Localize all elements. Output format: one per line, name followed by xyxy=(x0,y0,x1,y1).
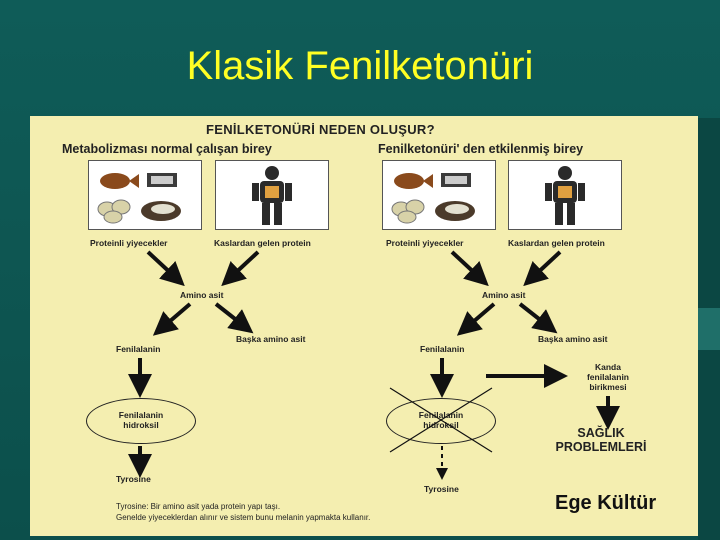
left-tyrosine: Tyrosine xyxy=(116,474,151,484)
diagram-heading: FENİLKETONÜRİ NEDEN OLUŞUR? xyxy=(206,122,435,137)
right-hydroxylase-line-2: hidroksil xyxy=(423,420,459,430)
right-other-amino: Başka amino asit xyxy=(538,334,608,344)
right-amino-acid: Amino asit xyxy=(482,290,526,300)
left-amino-to-phenylalanine-arrow xyxy=(162,304,190,328)
side-strip-block xyxy=(698,308,720,350)
left-food-label: Proteinli yiyecekler xyxy=(90,238,168,248)
right-food-label: Proteinli yiyecekler xyxy=(386,238,464,248)
right-hydroxylase-line-1: Fenilalanin xyxy=(418,410,464,420)
blood-line-3: birikmesi xyxy=(589,382,627,392)
left-amino-to-other-arrow xyxy=(216,304,244,326)
publisher-logo: Ege Kültür xyxy=(555,492,657,514)
right-tyrosine: Tyrosine xyxy=(424,484,459,494)
right-amino-to-other-arrow xyxy=(520,304,548,326)
left-amino-acid: Amino asit xyxy=(180,290,224,300)
right-amino-to-phenylalanine-arrow xyxy=(466,304,494,328)
blocked-enzyme-cross xyxy=(390,388,492,452)
footnote-line-1: Tyrosine: Bir amino asit yada protein yapı taşı. xyxy=(116,502,281,511)
left-phenylalanine: Fenilalanin xyxy=(116,344,161,354)
left-column-title: Metabolizması normal çalışan birey xyxy=(62,142,272,156)
blood-line-1: Kanda xyxy=(595,362,621,372)
left-food-arrow xyxy=(148,252,176,278)
right-muscle-arrow xyxy=(532,252,560,278)
left-muscle-label: Kaslardan gelen protein xyxy=(214,238,311,248)
slide-title: Klasik Fenilketonüri xyxy=(186,44,534,88)
right-column-title: Fenilketonüri' den etkilenmiş birey xyxy=(378,142,584,156)
right-phenylalanine: Fenilalanin xyxy=(420,344,465,354)
right-muscle-label: Kaslardan gelen protein xyxy=(508,238,605,248)
blood-line-2: fenilalanin xyxy=(586,372,630,382)
left-other-amino: Başka amino asit xyxy=(236,334,306,344)
health-line-1: SAĞLIK xyxy=(577,426,625,440)
right-food-arrow xyxy=(452,252,480,278)
diagram-arrows xyxy=(30,116,698,536)
left-hydroxylase-line-1: Fenilalanin xyxy=(118,410,164,420)
health-line-2: PROBLEMLERİ xyxy=(555,440,647,454)
footnote-line-2: Genelde yiyeceklerdan alınır ve sistem bunu melanin yapmakta kullanır. xyxy=(116,513,371,522)
left-hydroxylase-line-2: hidroksil xyxy=(123,420,159,430)
side-strip xyxy=(698,118,720,540)
left-muscle-arrow xyxy=(230,252,258,278)
diagram-panel xyxy=(30,116,698,536)
